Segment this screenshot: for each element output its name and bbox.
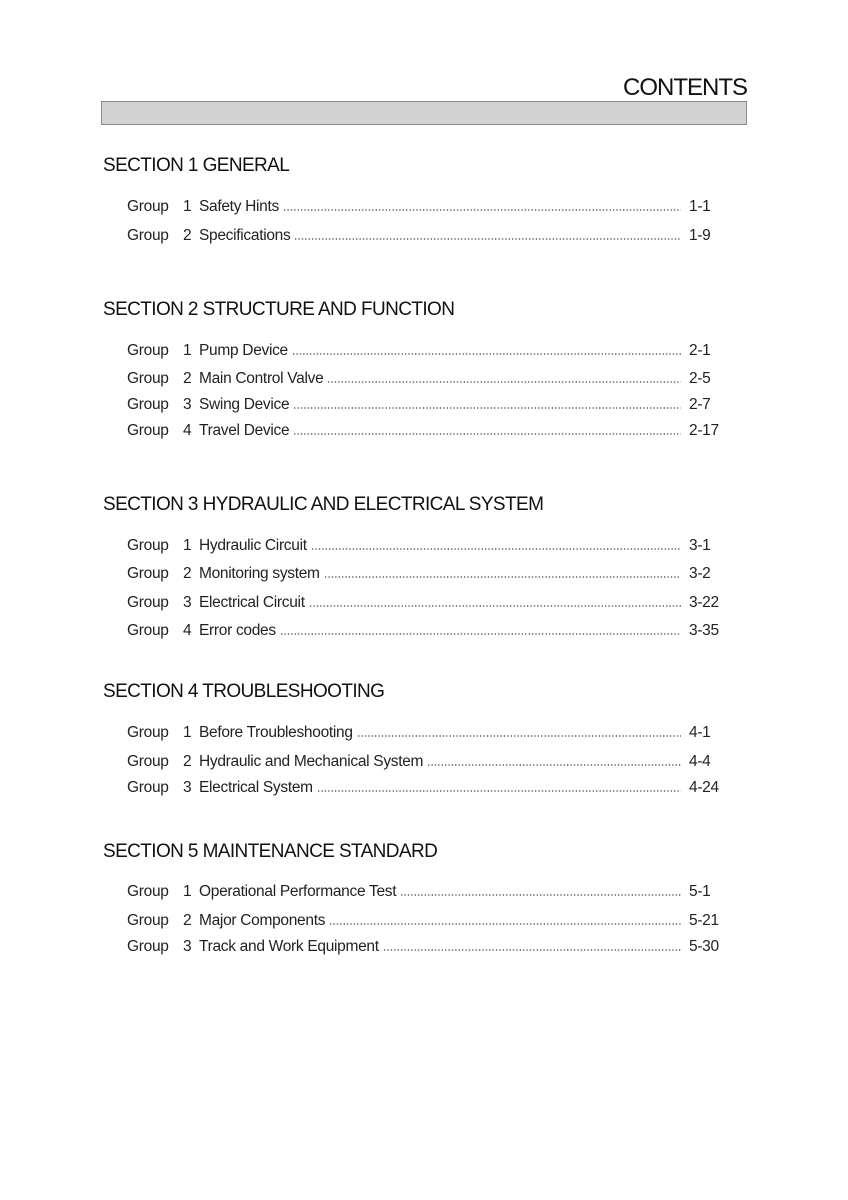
dot-leader	[280, 633, 681, 635]
group-label: Group	[127, 753, 169, 770]
page-number: 3-35	[689, 622, 719, 639]
group-number: 4	[183, 422, 192, 439]
dot-leader	[293, 433, 681, 435]
group-label: Group	[127, 594, 169, 611]
entry-title: Hydraulic Circuit	[199, 537, 307, 554]
dot-leader	[293, 407, 681, 409]
group-number: 3	[183, 938, 192, 955]
entry-title: Travel Device	[199, 422, 290, 439]
page-number: 3-1	[689, 537, 711, 554]
section-heading: SECTION 3 HYDRAULIC AND ELECTRICAL SYSTEM	[103, 494, 544, 515]
page-number: 3-22	[689, 594, 719, 611]
group-label: Group	[127, 724, 169, 741]
group-label: Group	[127, 370, 169, 387]
dot-leader	[324, 576, 681, 578]
page-number: 4-4	[689, 753, 711, 770]
toc-entry[interactable]	[127, 621, 727, 641]
section-heading: SECTION 1 GENERAL	[103, 155, 290, 176]
section-heading: SECTION 4 TROUBLESHOOTING	[103, 681, 385, 702]
dot-leader	[317, 790, 681, 792]
group-number: 2	[183, 370, 192, 387]
toc-entry[interactable]	[127, 369, 727, 389]
group-number: 2	[183, 227, 192, 244]
entry-title: Error codes	[199, 622, 276, 639]
entry-title: Track and Work Equipment	[199, 938, 379, 955]
dot-leader	[383, 949, 681, 951]
section-heading: SECTION 2 STRUCTURE AND FUNCTION	[103, 299, 455, 320]
page-number: 5-21	[689, 912, 719, 929]
toc-entry[interactable]	[127, 882, 727, 902]
group-number: 3	[183, 779, 192, 796]
toc-entry[interactable]	[127, 421, 727, 441]
toc-entry[interactable]	[127, 197, 727, 217]
toc-entry[interactable]	[127, 536, 727, 556]
toc-entry[interactable]	[127, 911, 727, 931]
page-number: 1-1	[689, 198, 711, 215]
toc-entry[interactable]	[127, 564, 727, 584]
group-number: 1	[183, 537, 192, 554]
dot-leader	[294, 238, 681, 240]
toc-entry[interactable]	[127, 593, 727, 613]
group-label: Group	[127, 565, 169, 582]
entry-title: Swing Device	[199, 396, 290, 413]
dot-leader	[329, 923, 681, 925]
group-label: Group	[127, 537, 169, 554]
toc-entry[interactable]	[127, 226, 727, 246]
entry-title: Safety Hints	[199, 198, 279, 215]
group-label: Group	[127, 227, 169, 244]
entry-title: Monitoring system	[199, 565, 320, 582]
page-number: 2-7	[689, 396, 711, 413]
page-title: CONTENTS	[623, 74, 747, 101]
entry-title: Electrical Circuit	[199, 594, 305, 611]
page-number: 1-9	[689, 227, 711, 244]
page-number: 5-30	[689, 938, 719, 955]
group-number: 3	[183, 594, 192, 611]
group-label: Group	[127, 779, 169, 796]
page-number: 3-2	[689, 565, 711, 582]
group-label: Group	[127, 342, 169, 359]
group-label: Group	[127, 396, 169, 413]
group-label: Group	[127, 912, 169, 929]
toc-entry[interactable]	[127, 752, 727, 772]
dot-leader	[283, 209, 681, 211]
toc-entry[interactable]	[127, 395, 727, 415]
group-number: 1	[183, 724, 192, 741]
group-number: 1	[183, 198, 192, 215]
dot-leader	[327, 381, 681, 383]
entry-title: Specifications	[199, 227, 291, 244]
entry-title: Major Components	[199, 912, 326, 929]
dot-leader	[292, 353, 681, 355]
group-number: 3	[183, 396, 192, 413]
entry-title: Pump Device	[199, 342, 288, 359]
group-number: 2	[183, 753, 192, 770]
group-number: 2	[183, 912, 192, 929]
dot-leader	[427, 764, 681, 766]
toc-entry[interactable]	[127, 723, 727, 743]
toc-entry[interactable]	[127, 778, 727, 798]
group-number: 1	[183, 883, 192, 900]
dot-leader	[309, 605, 681, 607]
page-number: 2-1	[689, 342, 711, 359]
page-number: 4-1	[689, 724, 711, 741]
group-number: 4	[183, 622, 192, 639]
entry-title: Electrical System	[199, 779, 313, 796]
dot-leader	[311, 548, 681, 550]
entry-title: Main Control Valve	[199, 370, 324, 387]
group-number: 1	[183, 342, 192, 359]
page-number: 2-17	[689, 422, 719, 439]
page-number: 5-1	[689, 883, 711, 900]
entry-title: Before Troubleshooting	[199, 724, 353, 741]
entry-title: Hydraulic and Mechanical System	[199, 753, 424, 770]
toc-entry[interactable]	[127, 937, 727, 957]
group-label: Group	[127, 883, 169, 900]
entry-title: Operational Performance Test	[199, 883, 397, 900]
group-label: Group	[127, 938, 169, 955]
group-label: Group	[127, 422, 169, 439]
dot-leader	[400, 894, 681, 896]
section-heading: SECTION 5 MAINTENANCE STANDARD	[103, 841, 438, 862]
group-label: Group	[127, 198, 169, 215]
toc-entry[interactable]	[127, 341, 727, 361]
page-number: 2-5	[689, 370, 711, 387]
group-number: 2	[183, 565, 192, 582]
title-bar	[101, 101, 747, 125]
group-label: Group	[127, 622, 169, 639]
dot-leader	[357, 735, 681, 737]
page-number: 4-24	[689, 779, 719, 796]
